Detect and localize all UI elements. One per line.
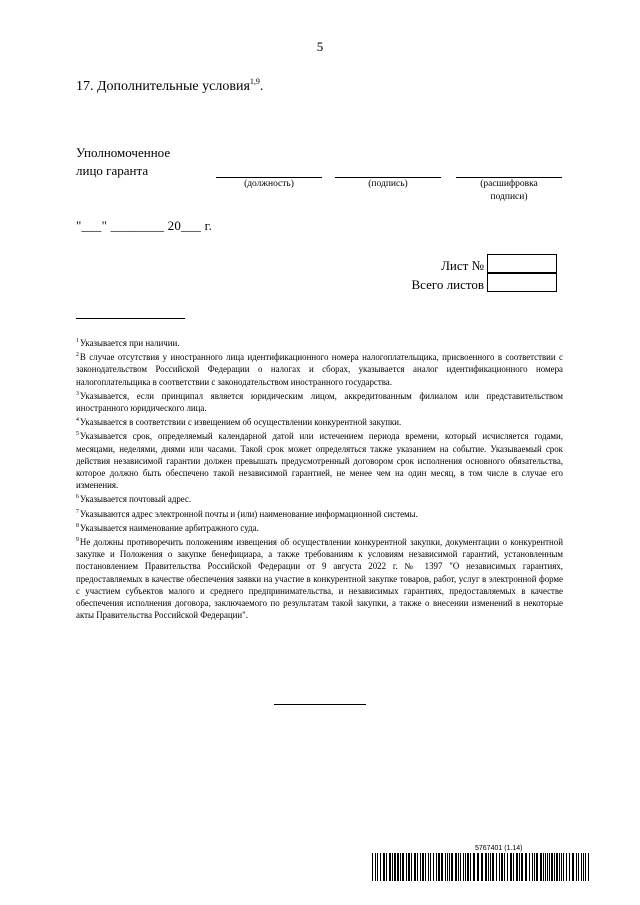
section-title-text: 17. Дополнительные условия bbox=[76, 79, 250, 94]
signature-line bbox=[335, 177, 441, 178]
total-sheets-label: Всего листов bbox=[411, 277, 484, 292]
footnote-9: $^9$Не должны противоречить положениям извещения об осуществлении конкурентной закупки, документации о конкурентной закупке и Положения о закупке бенефициара, а также требованиям к условиям независимой гарантий, установленным постановлением Правительства Российской Федерации от 9 августа 2022 г. № 1397 "О независимых гарантиях, предоставляемых в качестве обеспечения заявки на участие в конкурентной закупке товаров, работ, услуг в электронной форме с участием субъектов малого и среднего предпринимательства, и независимых гарантиях, предоставляемых в качестве обеспечения исполнения договора, заключаемого по результатам такой закупки, а также о внесении изменений в некоторые акты Правительства Российской Федерации". bbox=[76, 537, 563, 621]
footnote-2: $^2$В случае отсутствия у иностранного лица идентификационного номера налогоплательщика, присвоенного в соответствии с законодательством Российской Федерации о налогах и сборах, указывается аналог идентификационного номера налогоплательщика в соответствии с законодательством иностранного государства. bbox=[76, 352, 563, 387]
footnote-separator bbox=[76, 318, 185, 319]
representative-label-line1: Уполномоченное bbox=[76, 145, 171, 160]
section-title bbox=[76, 77, 263, 95]
sheet-number-box bbox=[487, 254, 557, 273]
footnotes bbox=[76, 335, 563, 621]
barcode-icon bbox=[372, 853, 592, 881]
name-decoding-label-line2: подписи) bbox=[490, 192, 528, 202]
signature-label: (подпись) bbox=[368, 179, 408, 189]
footnote-3: $^3$Указывается, если принципал является юридическим лицом, аккредитованным филиалом или представительством иностранного юридического лица. bbox=[76, 390, 563, 414]
date-line: "___" ________ 20___ г. bbox=[76, 218, 213, 233]
sheet-number-label: Лист № bbox=[441, 258, 484, 273]
page-number: 5 bbox=[316, 39, 324, 54]
position-signature-line bbox=[216, 177, 322, 178]
document-code: 5767401 (1.14) bbox=[475, 845, 523, 852]
name-decoding-line bbox=[456, 177, 562, 178]
section-footnote-refs: 1,9 bbox=[249, 77, 260, 86]
footnote-8: $^8$Указывается наименование арбитражного суда. bbox=[76, 522, 259, 533]
footnote-5: $^5$Указывается срок, определяемый календарной датой или истечением периода времени, который исчисляется годами, месяцами, неделями, днями или часами. Такой срок может определяться также указанием на событие. Указываемый срок действия независимой гарантии должен превышать предусмотренный договором срок исполнения основного обязательства, которое должно быть обеспечено такой независимой гарантией, не менее чем на один месяц, в том числе в случае его изменения. bbox=[76, 431, 563, 491]
footnote-6: $^6$Указывается почтовый адрес. bbox=[76, 494, 192, 505]
footnote-1: $^1$Указывается при наличии. bbox=[76, 338, 180, 348]
footnote-7: $^7$Указываются адрес электронной почты и (или) наименование информационной системы. bbox=[76, 508, 418, 519]
section-title-suffix: . bbox=[259, 79, 264, 94]
name-decoding-label-line1: (расшифровка bbox=[480, 179, 538, 189]
bottom-rule bbox=[274, 704, 366, 705]
total-sheets-box bbox=[487, 273, 557, 292]
footnote-4: $^4$Указывается в соответствии с извещением об осуществлении конкурентной закупки. bbox=[76, 417, 402, 428]
position-label: (должность) bbox=[244, 179, 294, 189]
representative-label-line2: лицо гаранта bbox=[76, 163, 149, 178]
